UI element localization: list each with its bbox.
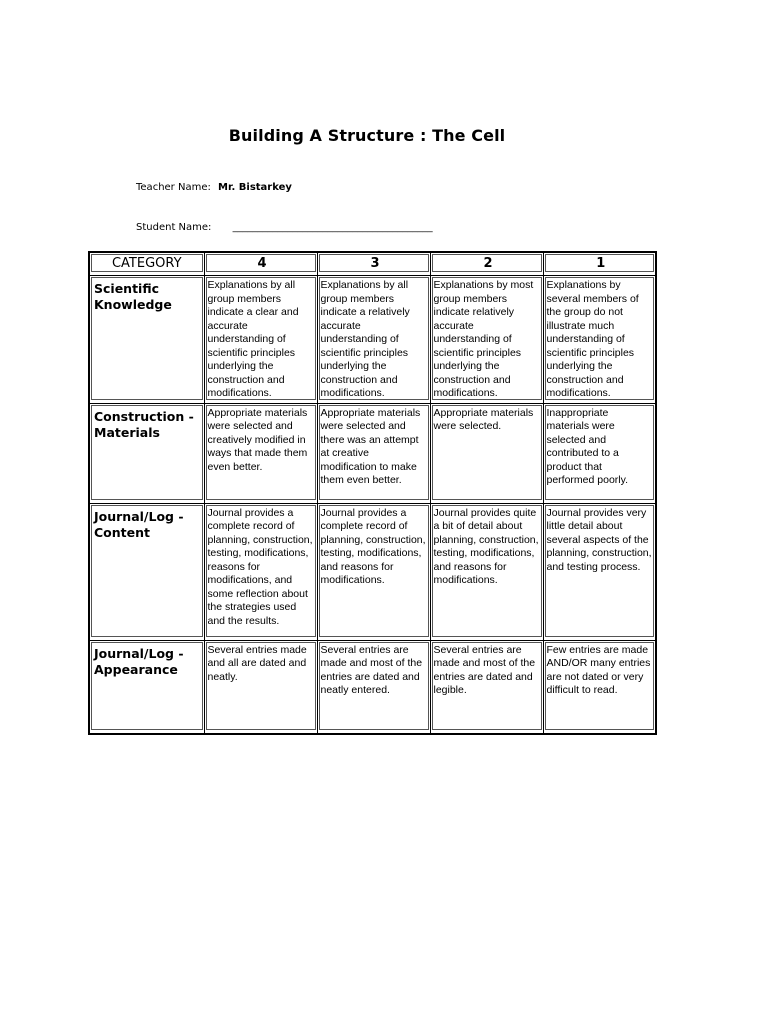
criteria-cell-4: Explanations by all group members indicate a clear and accurate understanding of scientific principles underlying the construction and modifications.	[204, 276, 317, 404]
document-title: Building A Structure : The Cell	[228, 126, 506, 145]
header-score-3: 3	[317, 252, 430, 276]
rubric-row-journal-content	[89, 503, 656, 640]
criteria-cell-2: Journal provides quite a bit of detail about planning, construction, testing, modifications, and reasons for modifications.	[430, 503, 543, 640]
rubric-row-scientific-knowledge	[89, 276, 656, 404]
rubric-row-journal-appearance	[89, 640, 656, 734]
criteria-cell-1: Journal provides very little detail about several aspects of the planning, construction, and testing process.	[543, 503, 656, 640]
teacher-name-value: Mr. Bistarkey	[218, 182, 292, 193]
rubric-header-row	[89, 252, 656, 276]
criteria-cell-4: Appropriate materials were selected and creatively modified in ways that made them even better.	[204, 403, 317, 503]
teacher-name-row	[136, 182, 292, 193]
rubric-row-construction-materials	[89, 403, 656, 503]
criteria-cell-2: Appropriate materials were selected.	[430, 403, 543, 503]
teacher-name-label: Teacher Name:	[136, 182, 211, 193]
criteria-cell-3: Several entries are made and most of the entries are dated and neatly entered.	[317, 640, 430, 734]
criteria-cell-1: Inappropriate materials were selected and contributed to a product that performed poorly.	[543, 403, 656, 503]
criteria-cell-2: Explanations by most group members indicate relatively accurate understanding of scientific principles underlying the construction and modifications.	[430, 276, 543, 404]
criteria-cell-4: Journal provides a complete record of planning, construction, testing, modifications, reasons for modifications, and some reflection about the strategies used and the results.	[204, 503, 317, 640]
student-name-row	[136, 222, 433, 233]
header-category: CATEGORY	[89, 252, 204, 276]
criteria-cell-2: Several entries are made and most of the entries are dated and legible.	[430, 640, 543, 734]
category-cell: Scientific Knowledge	[89, 276, 204, 404]
student-name-blank: ________________________________________	[232, 222, 433, 233]
criteria-cell-1: Few entries are made AND/OR many entries are not dated or very difficult to read.	[543, 640, 656, 734]
rubric-table	[88, 251, 657, 735]
student-name-label: Student Name:	[136, 222, 212, 233]
header-score-2: 2	[430, 252, 543, 276]
header-score-1: 1	[543, 252, 656, 276]
criteria-cell-3: Explanations by all group members indicate a relatively accurate understanding of scientific principles underlying the construction and modifications.	[317, 276, 430, 404]
category-cell: Construction -Materials	[89, 403, 204, 503]
header-score-4: 4	[204, 252, 317, 276]
category-cell: Journal/Log - Content	[89, 503, 204, 640]
category-cell: Journal/Log - Appearance	[89, 640, 204, 734]
criteria-cell-3: Appropriate materials were selected and there was an attempt at creative modification to make them even better.	[317, 403, 430, 503]
criteria-cell-3: Journal provides a complete record of planning, construction, testing, modifications, and reasons for modifications.	[317, 503, 430, 640]
criteria-cell-4: Several entries made and all are dated and neatly.	[204, 640, 317, 734]
criteria-cell-1: Explanations by several members of the group do not illustrate much understanding of scientific principles underlying the construction and modifications.	[543, 276, 656, 404]
